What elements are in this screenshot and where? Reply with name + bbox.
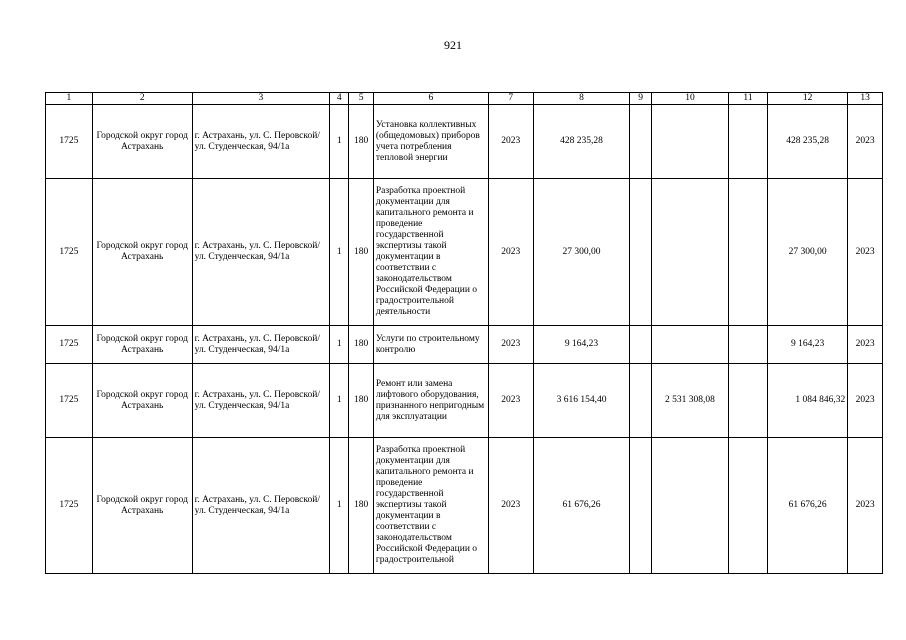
col9-cell — [630, 364, 651, 438]
col4-cell: 1 — [330, 438, 349, 574]
column-header: 9 — [630, 93, 651, 105]
address-cell: г. Астрахань, ул. С. Перовской/ ул. Студенческая, 94/1а — [192, 179, 329, 326]
column-header: 7 — [488, 93, 533, 105]
table-row — [46, 438, 883, 574]
header-row — [46, 93, 883, 105]
column-header: 8 — [533, 93, 630, 105]
year-cell: 2023 — [488, 179, 533, 326]
col5-cell: 180 — [349, 105, 373, 179]
municipality-cell: Городской округ город Астрахань — [92, 364, 192, 438]
total-cost-cell: 9 164,23 — [533, 326, 630, 364]
col10-cell — [651, 179, 728, 326]
col10-cell — [651, 438, 728, 574]
column-header: 12 — [767, 93, 847, 105]
col9-cell — [630, 438, 651, 574]
col11-cell — [729, 326, 768, 364]
column-header: 13 — [848, 93, 883, 105]
table-row — [46, 105, 883, 179]
column-header: 5 — [349, 93, 373, 105]
year-cell: 2023 — [488, 105, 533, 179]
municipality-cell: Городской округ город Астрахань — [92, 105, 192, 179]
table-row — [46, 364, 883, 438]
work-type-cell: Разработка проектной документации для капитального ремонта и проведение государственной экспертизы такой документации в соответствии с законодательством Российской Федерации о градостроительной деятельности — [373, 179, 488, 326]
address-cell: г. Астрахань, ул. С. Перовской/ ул. Студенческая, 94/1а — [192, 438, 329, 574]
col12-cell: 27 300,00 — [767, 179, 847, 326]
column-header: 2 — [92, 93, 192, 105]
municipality-cell: Городской округ город Астрахань — [92, 438, 192, 574]
col12-cell: 61 676,26 — [767, 438, 847, 574]
address-cell: г. Астрахань, ул. С. Перовской/ ул. Студенческая, 94/1а — [192, 105, 329, 179]
address-cell: г. Астрахань, ул. С. Перовской/ ул. Студенческая, 94/1а — [192, 326, 329, 364]
col10-cell — [651, 105, 728, 179]
total-cost-cell: 3 616 154,40 — [533, 364, 630, 438]
col5-cell: 180 — [349, 326, 373, 364]
col13-cell: 2023 — [848, 179, 883, 326]
column-header: 1 — [46, 93, 93, 105]
col13-cell: 2023 — [848, 364, 883, 438]
address-cell: г. Астрахань, ул. С. Перовской/ ул. Студенческая, 94/1а — [192, 364, 329, 438]
col5-cell: 180 — [349, 438, 373, 574]
col10-cell: 2 531 308,08 — [651, 364, 728, 438]
total-cost-cell: 61 676,26 — [533, 438, 630, 574]
table-row — [46, 326, 883, 364]
column-header: 3 — [192, 93, 329, 105]
col13-cell: 2023 — [848, 326, 883, 364]
row-number: 1725 — [46, 326, 93, 364]
column-header: 6 — [373, 93, 488, 105]
col13-cell: 2023 — [848, 105, 883, 179]
col10-cell — [651, 326, 728, 364]
col12-cell: 1 084 846,32 — [767, 364, 847, 438]
row-number: 1725 — [46, 179, 93, 326]
table-row — [46, 179, 883, 326]
col4-cell: 1 — [330, 326, 349, 364]
column-header: 4 — [330, 93, 349, 105]
registry-table — [45, 92, 883, 574]
col4-cell: 1 — [330, 105, 349, 179]
work-type-cell: Разработка проектной документации для капитального ремонта и проведение государственной экспертизы такой документации в соответствии с законодательством Российской Федерации о градостроительной — [373, 438, 488, 574]
column-header: 10 — [651, 93, 728, 105]
col13-cell: 2023 — [848, 438, 883, 574]
col11-cell — [729, 105, 768, 179]
col4-cell: 1 — [330, 364, 349, 438]
year-cell: 2023 — [488, 364, 533, 438]
col12-cell: 428 235,28 — [767, 105, 847, 179]
col9-cell — [630, 326, 651, 364]
col5-cell: 180 — [349, 179, 373, 326]
municipality-cell: Городской округ город Астрахань — [92, 326, 192, 364]
col9-cell — [630, 179, 651, 326]
col11-cell — [729, 438, 768, 574]
work-type-cell: Услуги по строительному контролю — [373, 326, 488, 364]
row-number: 1725 — [46, 364, 93, 438]
col12-cell: 9 164,23 — [767, 326, 847, 364]
work-type-cell: Установка коллективных (общедомовых) приборов учета потребления тепловой энергии — [373, 105, 488, 179]
col4-cell: 1 — [330, 179, 349, 326]
year-cell: 2023 — [488, 326, 533, 364]
row-number: 1725 — [46, 105, 93, 179]
column-header: 11 — [729, 93, 768, 105]
total-cost-cell: 27 300,00 — [533, 179, 630, 326]
page-number: 921 — [444, 38, 462, 52]
total-cost-cell: 428 235,28 — [533, 105, 630, 179]
row-number: 1725 — [46, 438, 93, 574]
year-cell: 2023 — [488, 438, 533, 574]
col9-cell — [630, 105, 651, 179]
col11-cell — [729, 364, 768, 438]
work-type-cell: Ремонт или замена лифтового оборудования, признанного непригодным для эксплуатации — [373, 364, 488, 438]
col11-cell — [729, 179, 768, 326]
col5-cell: 180 — [349, 364, 373, 438]
municipality-cell: Городской округ город Астрахань — [92, 179, 192, 326]
